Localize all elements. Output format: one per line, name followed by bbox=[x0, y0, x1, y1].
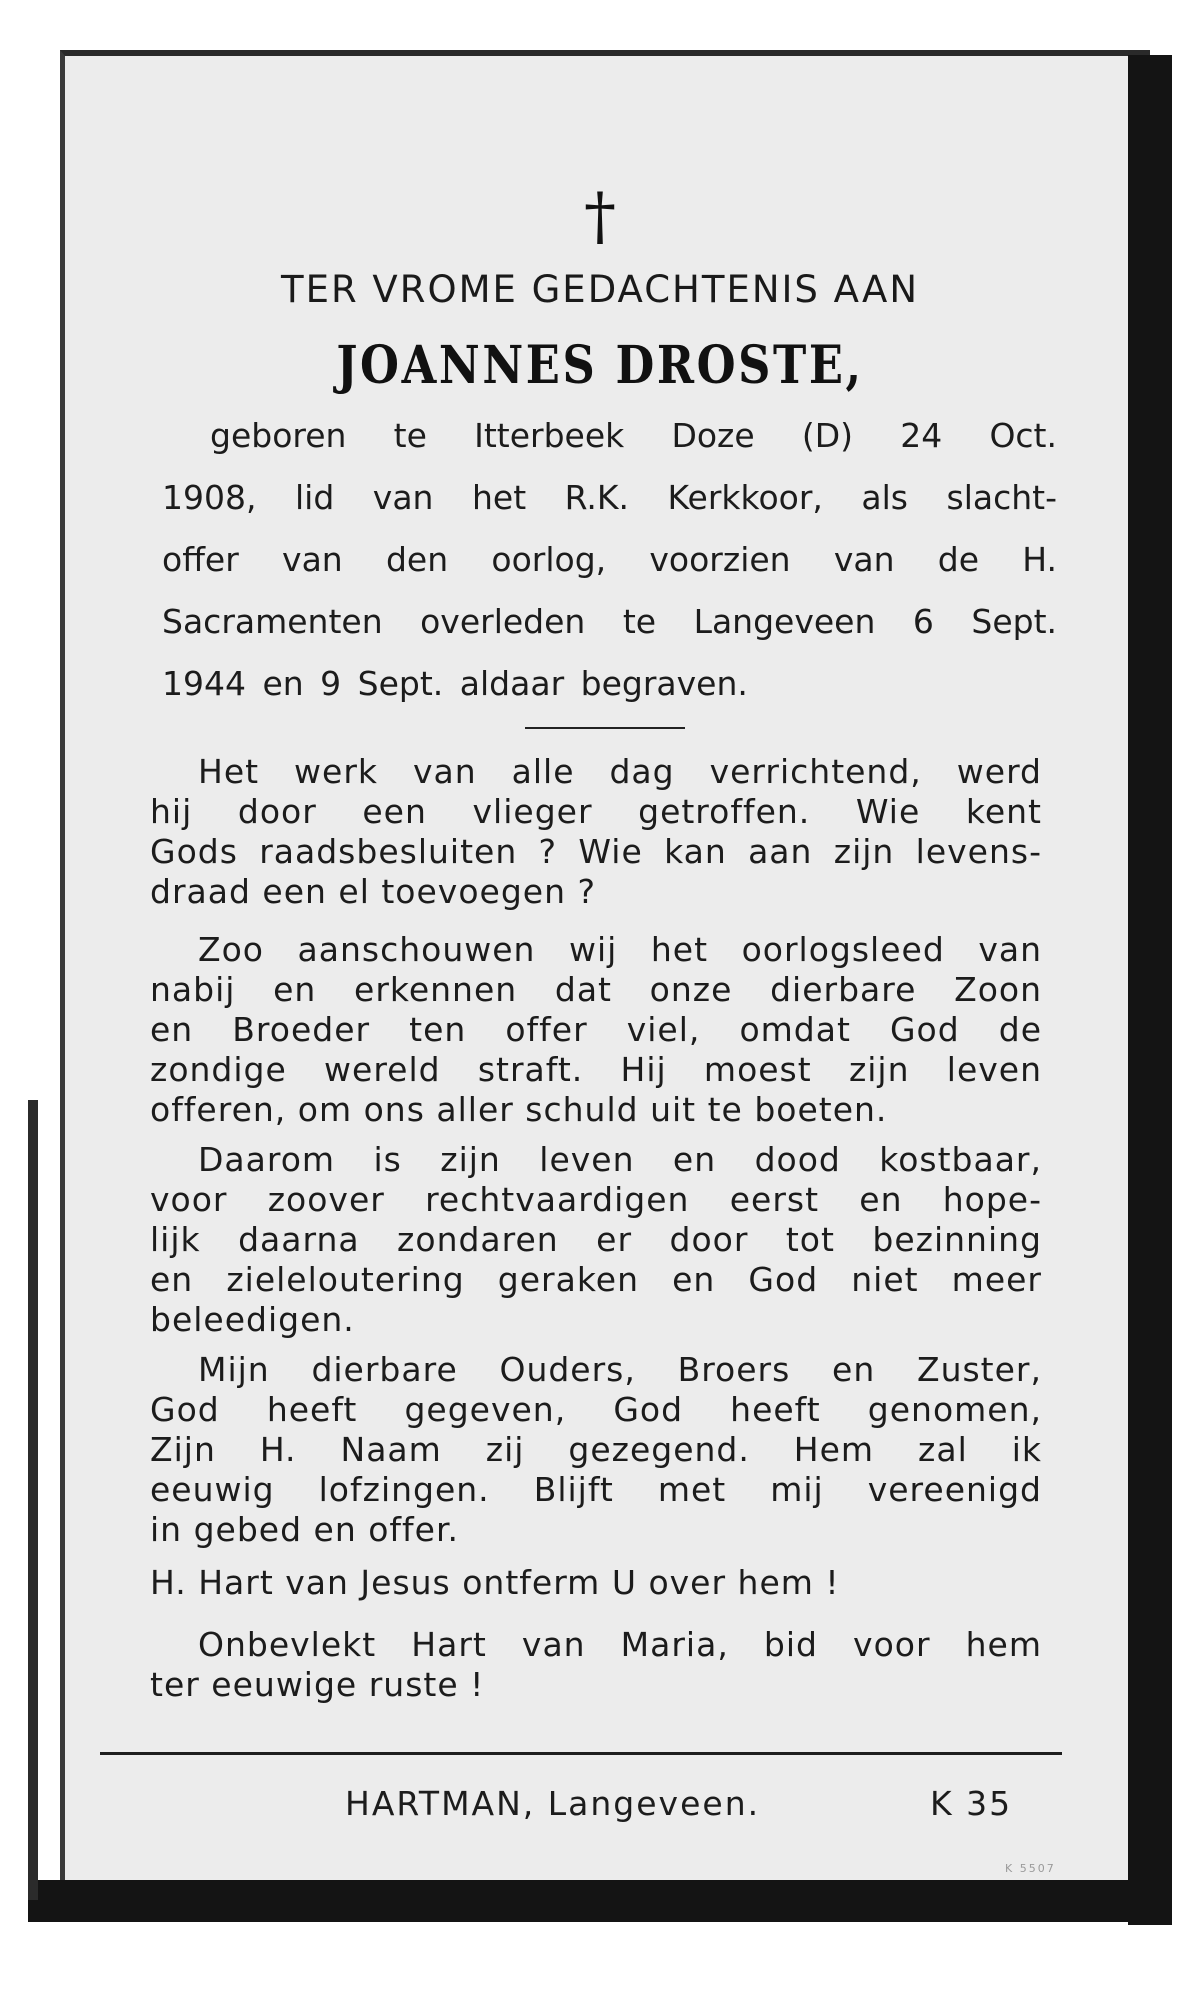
paragraph-2 bbox=[150, 930, 1042, 1130]
prayer-sacred-heart bbox=[150, 1563, 1042, 1603]
paragraph-line: zondige wereld straft. Hij moest zijn leven bbox=[150, 1050, 1042, 1089]
small-mark: K 5507 bbox=[1005, 1862, 1056, 1875]
paragraph-line: Onbevlekt Hart van Maria, bid voor hem bbox=[198, 1625, 1042, 1664]
paragraph-line: Het werk van alle dag verrichtend, werd bbox=[198, 752, 1042, 791]
bio-line: Sacramenten overleden te Langeveen 6 Sept. bbox=[162, 602, 1057, 641]
paragraph-line: voor zoover rechtvaardigen eerst en hope- bbox=[150, 1180, 1042, 1219]
paragraph-line: H. Hart van Jesus ontferm U over hem ! bbox=[150, 1563, 840, 1602]
paragraph-line: en Broeder ten offer viel, omdat God de bbox=[150, 1010, 1042, 1049]
paragraph-line: Zoo aanschouwen wij het oorlogsleed van bbox=[198, 930, 1042, 969]
memorial-heading: TER VROME GEDACHTENIS AAN bbox=[280, 268, 919, 311]
bio-line: 1908, lid van het R.K. Kerkkoor, als slacht- bbox=[162, 478, 1057, 517]
paragraph-line: Gods raadsbesluiten ? Wie kan aan zijn levens- bbox=[150, 832, 1042, 871]
cross-icon: † bbox=[584, 180, 616, 254]
paragraph-line: Daarom is zijn leven en dood kostbaar, bbox=[198, 1140, 1042, 1179]
paragraph-line: God heeft gegeven, God heeft genomen, bbox=[150, 1390, 1042, 1429]
paragraph-line: ter eeuwige ruste ! bbox=[150, 1665, 485, 1704]
paragraph-3 bbox=[150, 1140, 1042, 1340]
paragraph-line: draad een el toevoegen ? bbox=[150, 872, 596, 911]
mourning-border-right bbox=[1128, 55, 1172, 1925]
paragraph-line: hij door een vlieger getroffen. Wie kent bbox=[150, 792, 1042, 831]
paragraph-line: Mijn dierbare Ouders, Broers en Zuster, bbox=[198, 1350, 1042, 1389]
bio-line: geboren te Itterbeek Doze (D) 24 Oct. bbox=[210, 416, 1057, 455]
paragraph-line: in gebed en offer. bbox=[150, 1510, 459, 1549]
card-code: K 35 bbox=[930, 1784, 1013, 1823]
divider-long bbox=[100, 1752, 1062, 1755]
paragraph-1 bbox=[150, 752, 1042, 912]
paragraph-line: offeren, om ons aller schuld uit te boeten. bbox=[150, 1090, 888, 1129]
bio-line: 1944 en 9 Sept. aldaar begraven. bbox=[162, 664, 748, 703]
paragraph-line: Zijn H. Naam zij gezegend. Hem zal ik bbox=[150, 1430, 1042, 1469]
mourning-border-bottom bbox=[28, 1880, 1172, 1922]
biography bbox=[162, 405, 1057, 715]
paragraph-4 bbox=[150, 1350, 1042, 1550]
paragraph-line: beleedigen. bbox=[150, 1300, 355, 1339]
paragraph-line: eeuwig lofzingen. Blijft met mij vereenigd bbox=[150, 1470, 1042, 1509]
bio-line: offer van den oorlog, voorzien van de H. bbox=[162, 540, 1057, 579]
deceased-name: JOANNES DROSTE, bbox=[336, 335, 864, 396]
printer-credit: HARTMAN, Langeveen. bbox=[345, 1784, 761, 1823]
paragraph-line: en zieleloutering geraken en God niet meer bbox=[150, 1260, 1042, 1299]
prayer-immaculate-heart bbox=[150, 1625, 1042, 1705]
paragraph-line: nabij en erkennen dat onze dierbare Zoon bbox=[150, 970, 1042, 1009]
divider-short bbox=[525, 727, 685, 729]
paragraph-line: lijk daarna zondaren er door tot bezinning bbox=[150, 1220, 1042, 1259]
mourning-border-left bbox=[28, 1100, 38, 1900]
